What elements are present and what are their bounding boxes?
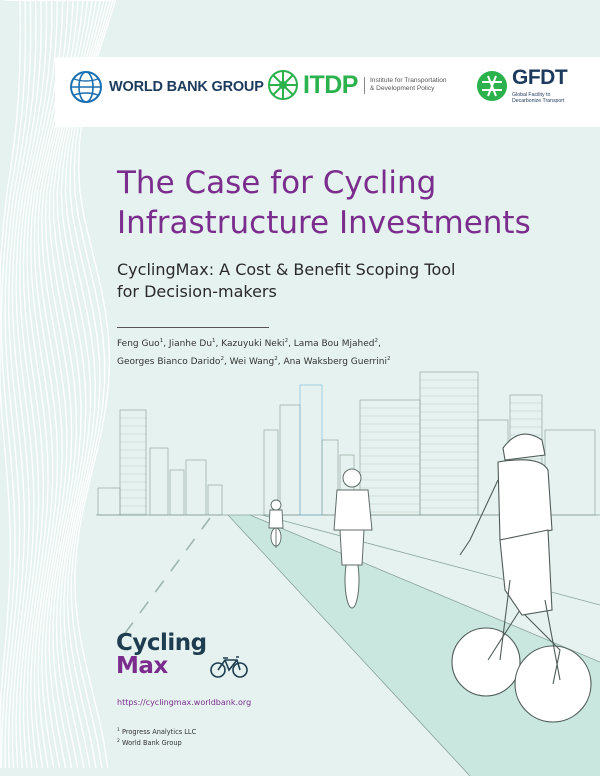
author-affiliation-mark: 2 bbox=[374, 338, 378, 344]
author-name: Feng Guo bbox=[117, 339, 160, 349]
gfdt-emblem-icon bbox=[475, 69, 509, 103]
itdp-wordmark: ITDP bbox=[303, 70, 358, 99]
affiliation-footnotes bbox=[117, 726, 196, 748]
author-affiliation-mark: 2 bbox=[220, 356, 224, 362]
author-name: Wei Wang bbox=[229, 357, 275, 367]
affiliation-item: $^1$ Progress Analytics LLC bbox=[117, 728, 197, 737]
cyclist-foreground bbox=[452, 434, 591, 722]
affiliation-item: $^2$ World Bank Group bbox=[117, 739, 182, 748]
gfdt-logo[interactable] bbox=[475, 67, 567, 104]
author-affiliation-mark: 1 bbox=[212, 338, 216, 344]
gfdt-full-name: Global Facility to Decarbonize Transport bbox=[512, 92, 565, 104]
brand-part-max: Max bbox=[116, 653, 168, 679]
author-affiliation-mark: 1 bbox=[159, 338, 164, 344]
report-subtitle: CyclingMax: A Cost & Benefit Scoping Tool for Decision-makers bbox=[117, 260, 456, 301]
brand-part-cycling: Cycling bbox=[116, 630, 207, 656]
partner-logo-bar bbox=[55, 57, 600, 127]
author-affiliation-mark: 2 bbox=[284, 338, 289, 344]
itdp-emblem-icon bbox=[267, 69, 299, 101]
author-name: Lama Bou Mjahed bbox=[293, 339, 375, 349]
author-affiliation-mark: 2 bbox=[386, 356, 391, 362]
world-bank-wordmark: WORLD BANK GROUP bbox=[109, 79, 264, 95]
globe-icon bbox=[69, 70, 103, 104]
author-name: Georges Bianco Darido bbox=[117, 357, 221, 367]
author-name: Kazuyuki Neki bbox=[221, 339, 285, 349]
world-bank-logo[interactable] bbox=[69, 70, 264, 104]
cyclingmax-logo[interactable] bbox=[116, 632, 207, 678]
title-divider bbox=[117, 327, 269, 328]
author-affiliation-mark: 2 bbox=[274, 356, 278, 362]
bicycle-icon bbox=[210, 656, 248, 678]
cyclingmax-website-link[interactable]: https://cyclingmax.worldbank.org bbox=[117, 698, 252, 707]
itdp-logo[interactable] bbox=[267, 69, 447, 101]
gfdt-wordmark: GFDT bbox=[512, 66, 568, 89]
itdp-full-name: Institute for Transportation & Development Policy bbox=[364, 77, 447, 94]
author-list: Feng Guo$^1$, Jianhe Du$^1$, Kazuyuki Neki$^2$, Lama Bou Mjahed$^2$, Georges Bianco Darido$^2$, Wei Wang$^2$, Ana Waksberg Guerrini$^2$ bbox=[117, 338, 391, 367]
report-title: The Case for Cycling Infrastructure Investments bbox=[117, 165, 531, 241]
author-name: Ana Waksberg Guerrini bbox=[283, 357, 387, 367]
cyclist-far bbox=[269, 500, 283, 548]
author-name: Jianhe Du bbox=[168, 339, 213, 349]
